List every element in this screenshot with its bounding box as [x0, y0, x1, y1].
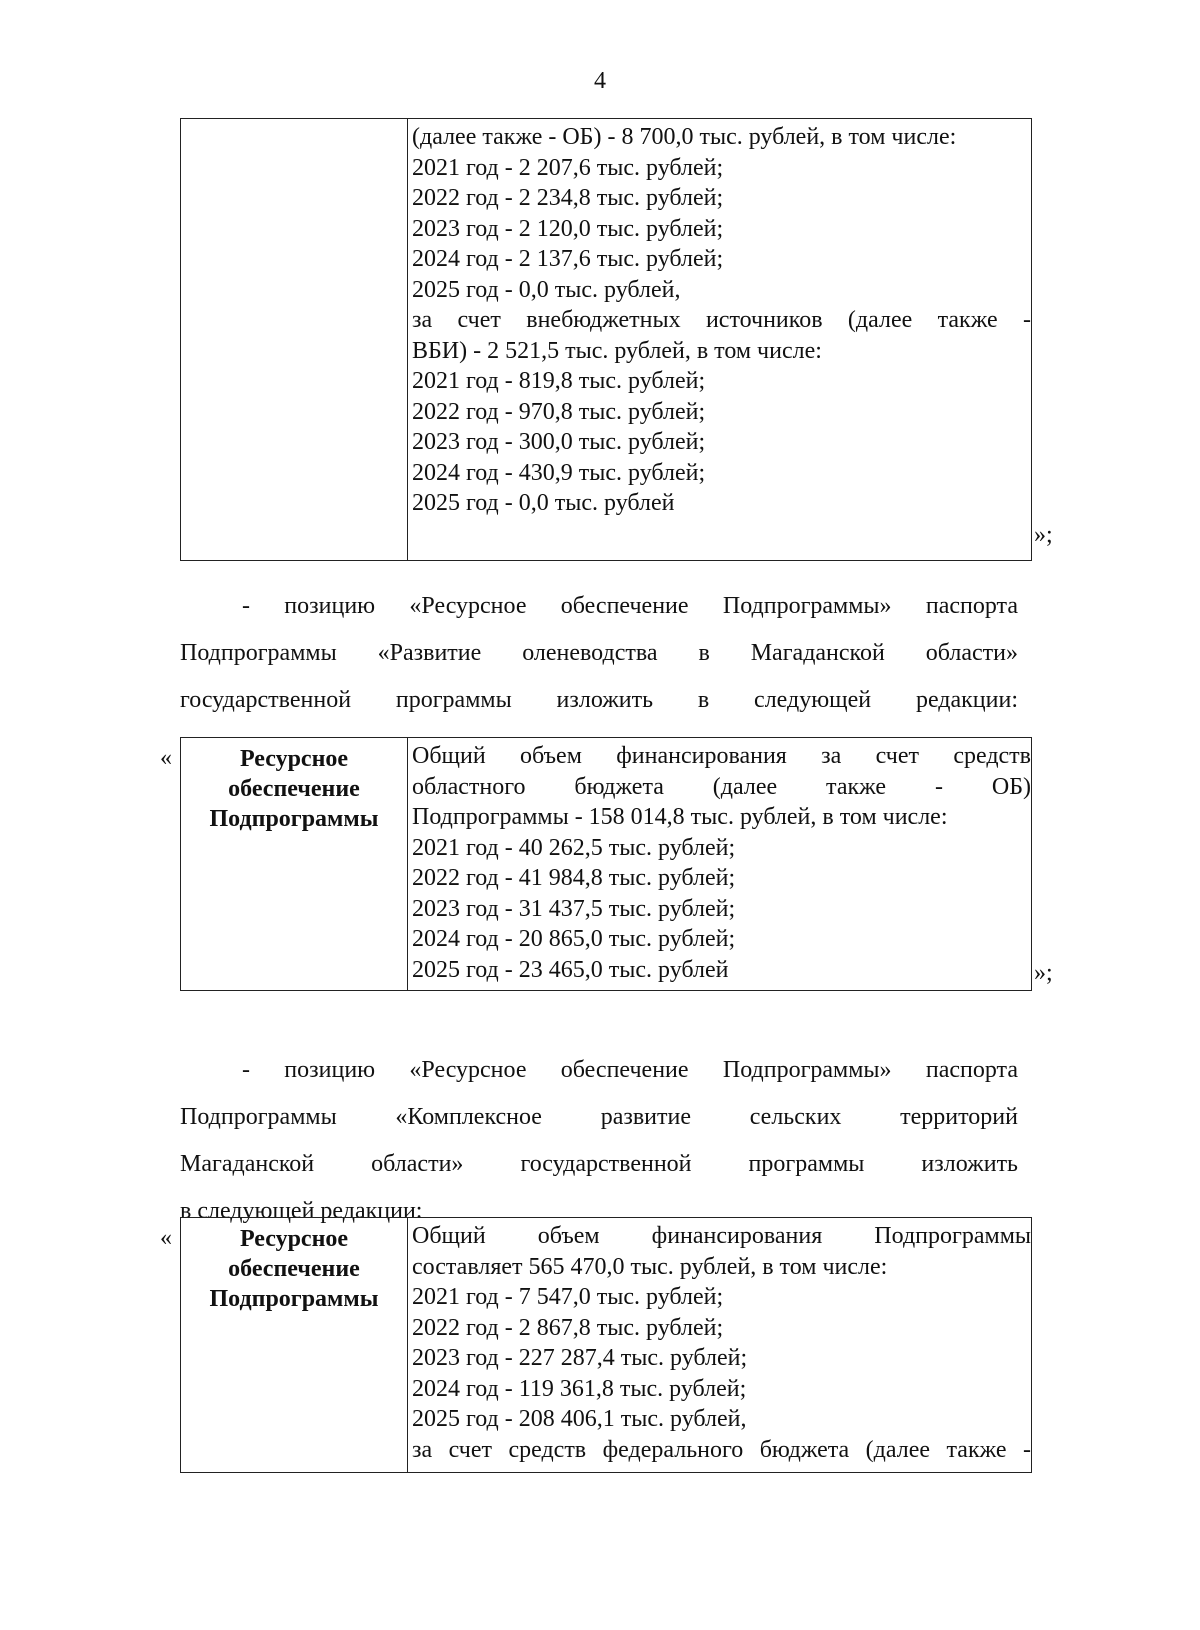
- paragraph-line: - позицию «Ресурсное обеспечение Подпрограммы» паспорта: [242, 593, 1018, 619]
- table-content-cell: [408, 1218, 1032, 1473]
- text-line: 2024 год - 20 865,0 тыс. рублей;: [412, 926, 736, 952]
- closing-quote: »;: [1034, 522, 1053, 548]
- table-label-cell: [181, 738, 408, 991]
- table-content-cell: [408, 738, 1032, 991]
- text-line: 2021 год - 40 262,5 тыс. рублей;: [412, 834, 736, 861]
- text-line: 2021 год - 819,8 тыс. рублей;: [412, 368, 706, 394]
- text-line: 2022 год - 41 984,8 тыс. рублей;: [412, 865, 736, 891]
- text-line: 2023 год - 31 437,5 тыс. рублей;: [412, 895, 736, 922]
- text-line: составляет 565 470,0 тыс. рублей, в том числе:: [412, 1253, 888, 1280]
- paragraph-line: Магаданской области» государственной программы изложить: [180, 1151, 1018, 1177]
- label-line: обеспечение: [228, 776, 360, 802]
- table-label-cell-empty: [181, 119, 408, 561]
- text-line: 2025 год - 208 406,1 тыс. рублей,: [412, 1406, 747, 1432]
- label-line: Ресурсное: [239, 1226, 349, 1252]
- text-line: 2023 год - 300,0 тыс. рублей;: [412, 429, 706, 455]
- resource-table-reindeer: [180, 737, 1032, 991]
- paragraph-line: Подпрограммы «Развитие оленеводства в Магаданской области»: [180, 640, 1018, 666]
- paragraph-line: в следующей редакции:: [180, 1198, 423, 1224]
- text-line: Общий объем финансирования Подпрограммы: [412, 1223, 1031, 1249]
- label-line: Подпрограммы: [209, 806, 379, 832]
- table-content-cell: [408, 119, 1032, 561]
- text-line: за счет внебюджетных источников (далее также -: [412, 307, 1031, 333]
- text-line: 2023 год - 2 120,0 тыс. рублей;: [412, 215, 724, 242]
- text-line: 2024 год - 119 361,8 тыс. рублей;: [412, 1375, 747, 1402]
- paragraph-line: государственной программы изложить в следующей редакции:: [180, 687, 1018, 713]
- text-line: ВБИ) - 2 521,5 тыс. рублей, в том числе:: [412, 337, 822, 364]
- text-line: 2023 год - 227 287,4 тыс. рублей;: [412, 1345, 748, 1371]
- text-line: 2022 год - 2 867,8 тыс. рублей;: [412, 1314, 724, 1341]
- label-line: обеспечение: [228, 1256, 360, 1282]
- text-line: 2021 год - 7 547,0 тыс. рублей;: [412, 1284, 724, 1310]
- text-line: (далее также - ОБ) - 8 700,0 тыс. рублей, в том числе:: [412, 124, 957, 150]
- opening-quote: «: [160, 745, 172, 771]
- table-label-cell: [181, 1218, 408, 1473]
- paragraph-line: - позицию «Ресурсное обеспечение Подпрограммы» паспорта: [242, 1057, 1018, 1083]
- label-line: Подпрограммы: [209, 1286, 379, 1312]
- resource-table-continued: [180, 118, 1032, 561]
- paragraph-line: Подпрограммы «Комплексное развитие сельских территорий: [180, 1104, 1018, 1130]
- text-line: 2022 год - 2 234,8 тыс. рублей;: [412, 185, 724, 211]
- opening-quote: «: [160, 1225, 172, 1251]
- text-line: 2025 год - 0,0 тыс. рублей: [412, 490, 675, 516]
- text-line: 2024 год - 430,9 тыс. рублей;: [412, 459, 706, 486]
- label-line: Ресурсное: [239, 746, 349, 772]
- text-line: 2025 год - 23 465,0 тыс. рублей: [412, 956, 729, 983]
- instruction-paragraph-1: [180, 583, 1018, 724]
- text-line: 2024 год - 2 137,6 тыс. рублей;: [412, 246, 724, 272]
- text-line: областного бюджета (далее также - ОБ): [412, 773, 1031, 800]
- resource-table-rural: [180, 1217, 1032, 1473]
- text-line: за счет средств федерального бюджета (далее также -: [412, 1436, 1031, 1463]
- text-line: 2021 год - 2 207,6 тыс. рублей;: [412, 154, 724, 181]
- text-line: 2025 год - 0,0 тыс. рублей,: [412, 276, 681, 303]
- page-number: 4: [594, 68, 606, 94]
- text-line: Общий объем финансирования за счет средств: [412, 743, 1031, 769]
- instruction-paragraph-2: [180, 1047, 1018, 1235]
- text-line: 2022 год - 970,8 тыс. рублей;: [412, 398, 706, 425]
- text-line: Подпрограммы - 158 014,8 тыс. рублей, в том числе:: [412, 804, 948, 830]
- closing-quote: »;: [1034, 960, 1053, 986]
